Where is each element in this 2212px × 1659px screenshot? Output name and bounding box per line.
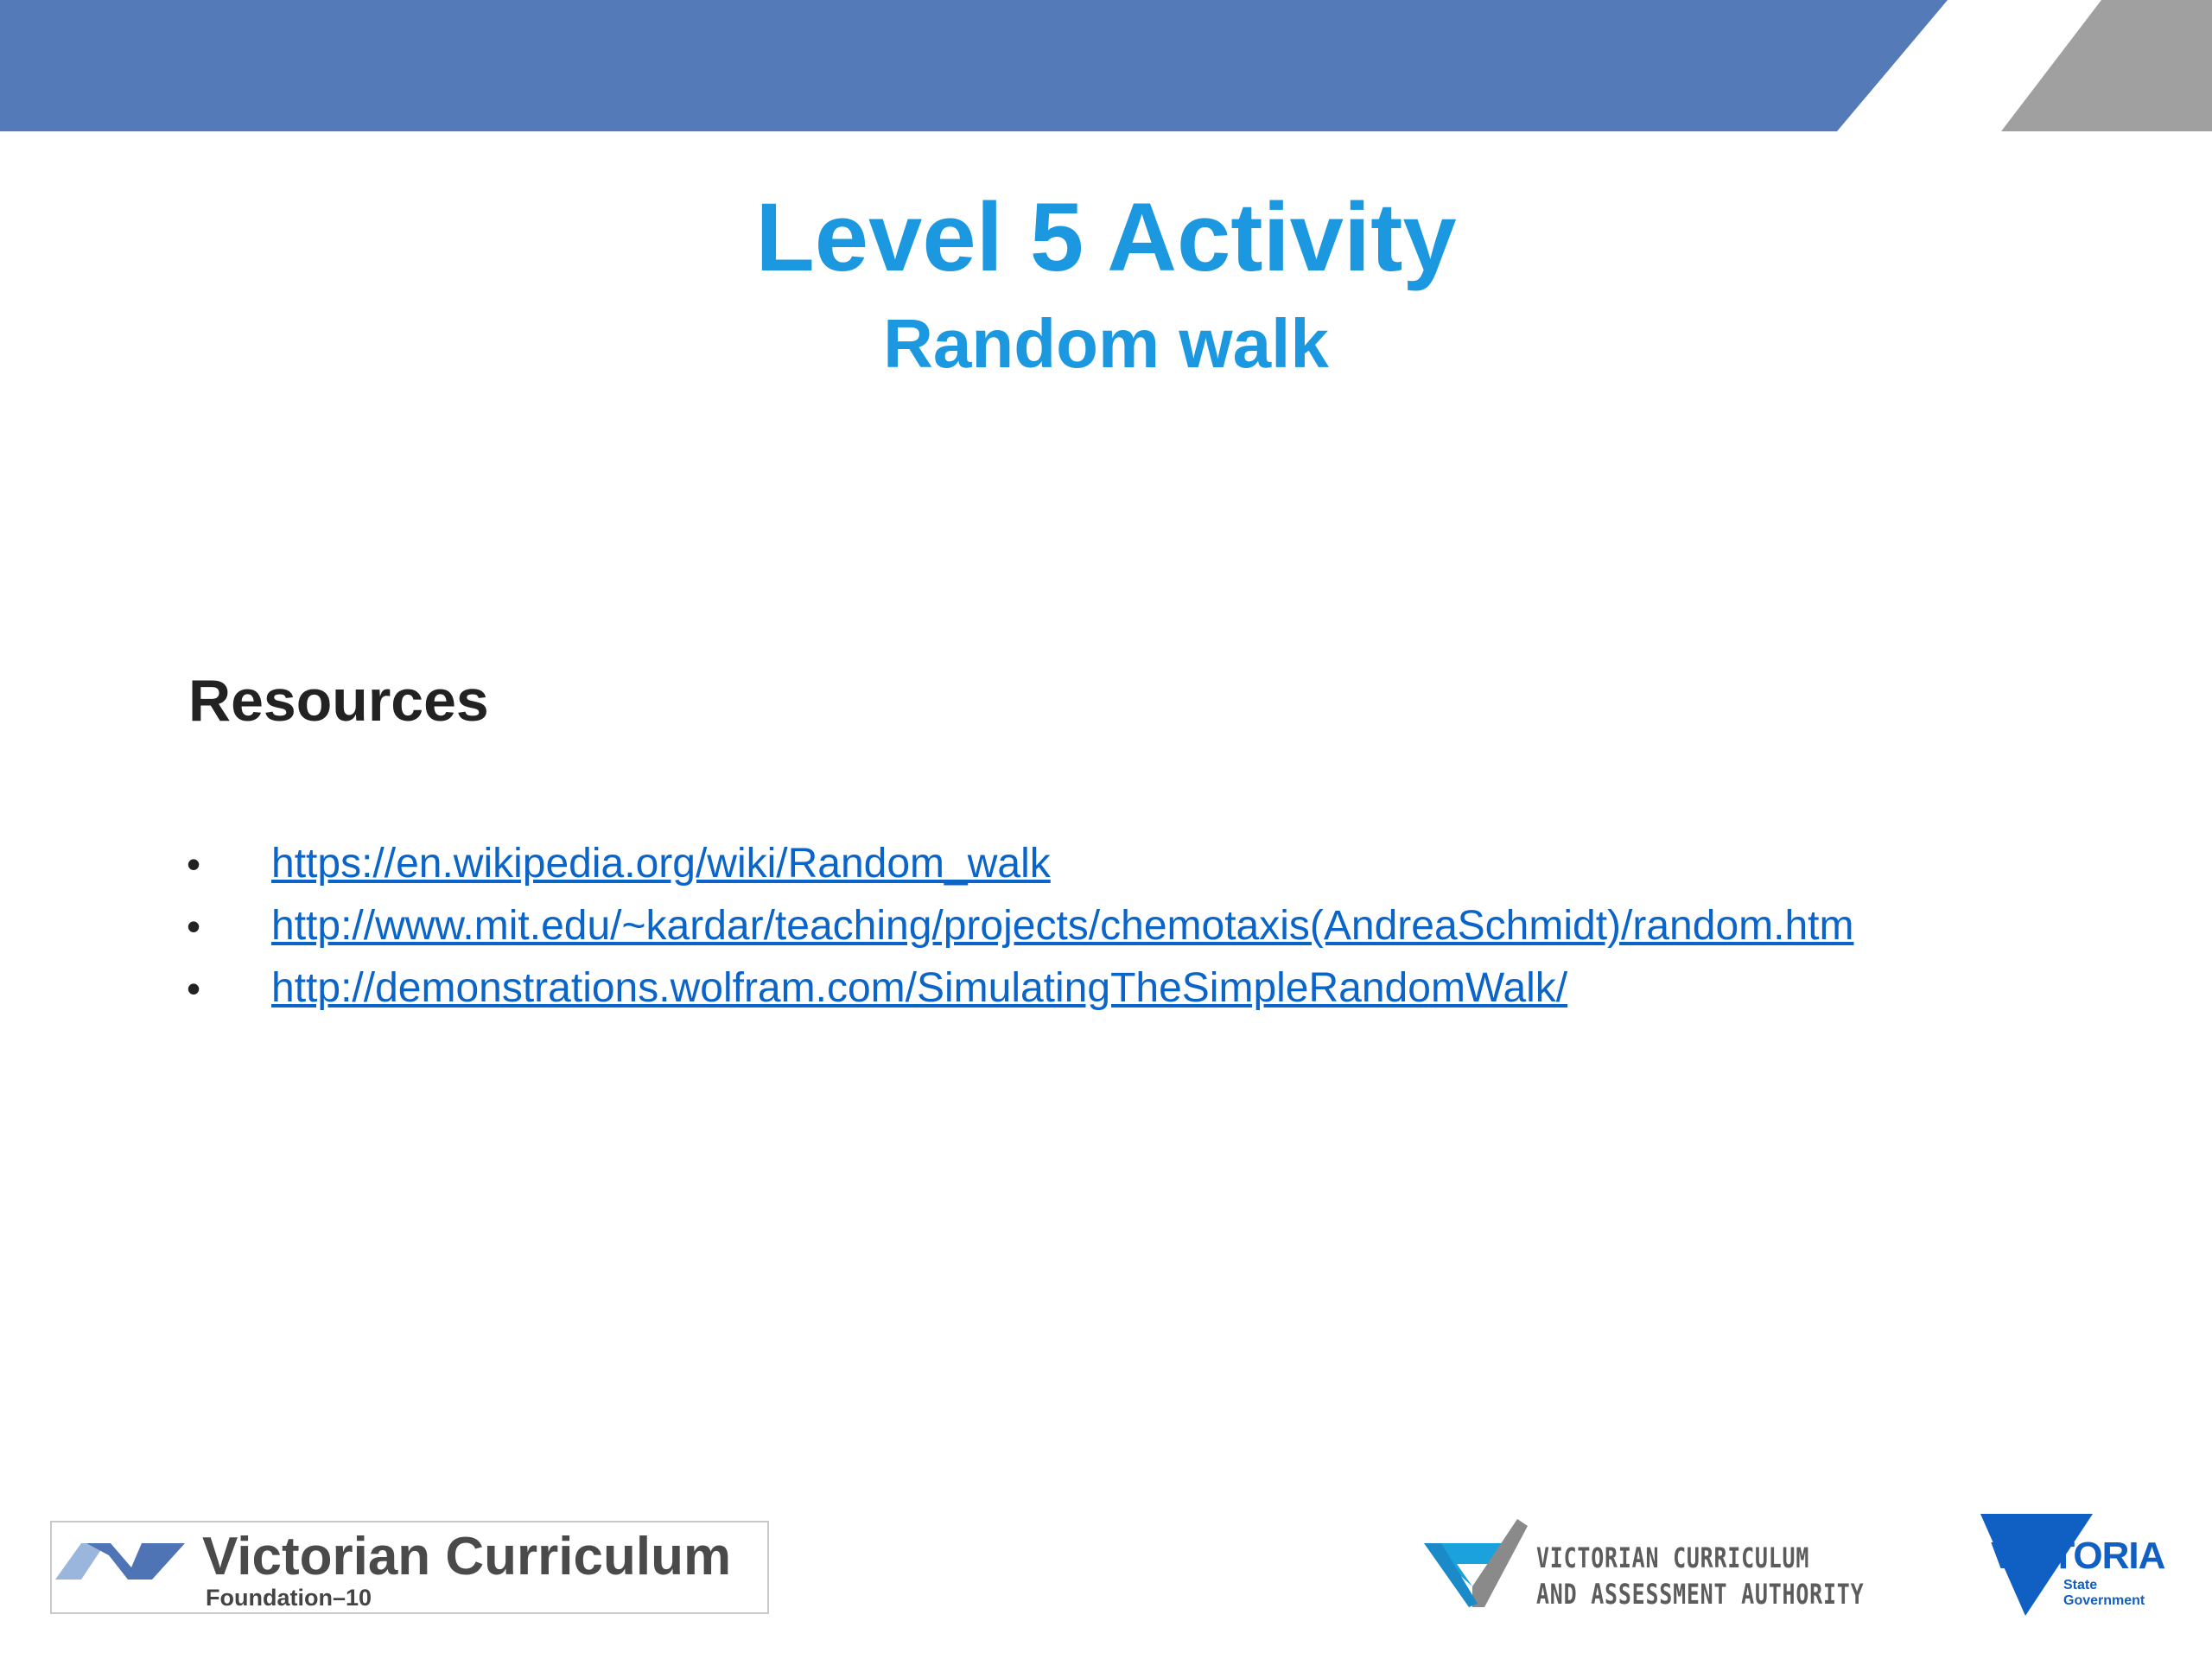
victorian-curriculum-mark-icon bbox=[55, 1531, 194, 1583]
bullet: • bbox=[187, 842, 201, 887]
vcaa-wordmark bbox=[1536, 1540, 1864, 1612]
banner-blue-band bbox=[0, 0, 1948, 131]
victorian-curriculum-logo bbox=[50, 1521, 769, 1614]
list-item bbox=[0, 900, 2212, 963]
victoria-sub-line-1: State bbox=[2063, 1578, 2098, 1592]
victoria-government-sub bbox=[2063, 1578, 2145, 1609]
list-item bbox=[0, 838, 2212, 900]
vcaa-check-icon bbox=[1424, 1517, 1528, 1611]
bullet: • bbox=[187, 904, 201, 949]
slide-subtitle: Random walk bbox=[883, 305, 1329, 382]
header-banner bbox=[0, 0, 2212, 131]
bullet: • bbox=[187, 966, 201, 1011]
victorian-curriculum-sub: Foundation–10 bbox=[206, 1585, 372, 1611]
vcaa-line-2: AND ASSESSMENT AUTHORITY bbox=[1536, 1578, 1865, 1611]
resource-link-wolfram[interactable]: http://demonstrations.wolfram.com/SimulatingTheSimpleRandomWalk/ bbox=[271, 965, 1568, 1011]
victorian-curriculum-name: Victorian Curriculum bbox=[202, 1527, 732, 1586]
victoria-sub-line-2: Government bbox=[2063, 1593, 2145, 1608]
victoria-wordmark: VICTORIA bbox=[1991, 1535, 2165, 1577]
banner-gray-band bbox=[2001, 0, 2212, 131]
resource-link-wikipedia[interactable]: https://en.wikipedia.org/wiki/Random_walk bbox=[271, 841, 1051, 887]
title-block bbox=[0, 181, 2212, 385]
resources-heading: Resources bbox=[188, 668, 489, 734]
vcaa-line-1: VICTORIAN CURRICULUM bbox=[1536, 1541, 1810, 1574]
list-item bbox=[0, 963, 2212, 1025]
resource-list bbox=[0, 838, 2212, 1025]
slide-title: Level 5 Activity bbox=[755, 183, 1457, 291]
resource-link-mit[interactable]: http://www.mit.edu/~kardar/teaching/projects/chemotaxis(AndreaSchmidt)/random.htm bbox=[271, 903, 1854, 949]
